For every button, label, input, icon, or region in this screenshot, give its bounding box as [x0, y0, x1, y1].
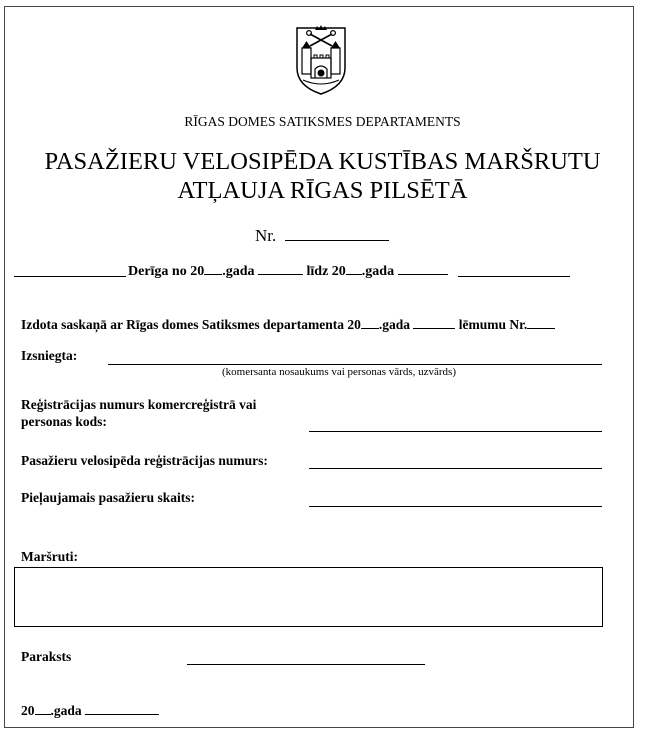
validity-from-label: Derīga no 20 — [128, 264, 205, 279]
registration-label: Reģistrācijas numurs komercreģistrā vai — [21, 397, 257, 412]
routes-label: Maršruti: — [21, 549, 78, 564]
page-title: PASAŽIERU VELOSIPĒDA KUSTĪBAS MARŠRUTU — [44, 148, 601, 175]
passengers-field[interactable] — [309, 506, 602, 507]
issued-by-gada: .gada — [378, 317, 411, 332]
permit-number-blank[interactable] — [285, 228, 389, 241]
validity-from-year-blank[interactable] — [204, 262, 222, 275]
issued-by-decision — [21, 316, 555, 333]
decision-date-blank[interactable] — [413, 316, 455, 329]
validity-until-year-blank[interactable] — [346, 262, 362, 275]
validity-gada1: .gada — [222, 264, 255, 279]
validity-until-label: līdz 20 — [306, 264, 346, 279]
decision-year-blank[interactable] — [361, 316, 379, 329]
date-prefix: 20 — [21, 703, 35, 718]
validity-gada2: .gada — [361, 264, 395, 279]
signature-field[interactable] — [187, 664, 425, 665]
date-gada: .gada — [50, 703, 82, 718]
decision-number-label: lēmumu Nr. — [458, 317, 528, 332]
issued-by-label: Izdota saskaņā ar Rīgas domes Satiksmes departamenta 20 — [21, 317, 361, 332]
registration-label-line2: personas kods: — [21, 414, 107, 429]
validity-until-date-blank[interactable] — [398, 262, 448, 275]
issued-to-field[interactable] — [108, 364, 602, 365]
validity-from-date-blank[interactable] — [258, 262, 303, 275]
date-year-blank[interactable] — [35, 702, 51, 715]
decision-number-blank[interactable] — [527, 316, 555, 329]
passengers-label: Pieļaujamais pasažieru skaits: — [21, 490, 195, 505]
validity-underline-left — [14, 276, 126, 277]
bike-registration-field[interactable] — [309, 468, 602, 469]
validity-underline-right — [458, 276, 570, 277]
signature-label: Paraksts — [21, 649, 72, 664]
riga-coat-of-arms-icon — [295, 24, 347, 96]
registration-field[interactable] — [309, 431, 602, 432]
date-blank[interactable] — [85, 702, 159, 715]
signature-date — [21, 702, 159, 719]
permit-number — [255, 226, 389, 246]
routes-field[interactable] — [14, 567, 603, 627]
department-name: RĪGAS DOMES SATIKSMES DEPARTAMENTS — [184, 114, 461, 129]
page-title-line2: ATĻAUJA RĪGAS PILSĒTĀ — [177, 177, 468, 204]
bike-registration-label: Pasažieru velosipēda reģistrācijas numurs: — [21, 453, 268, 468]
issued-to-label: Izsniegta: — [21, 348, 78, 363]
permit-number-label: Nr. — [255, 226, 277, 245]
issued-to-hint: (komersanta nosaukums vai personas vārds, uzvārds) — [222, 366, 456, 378]
validity-period — [128, 262, 448, 280]
